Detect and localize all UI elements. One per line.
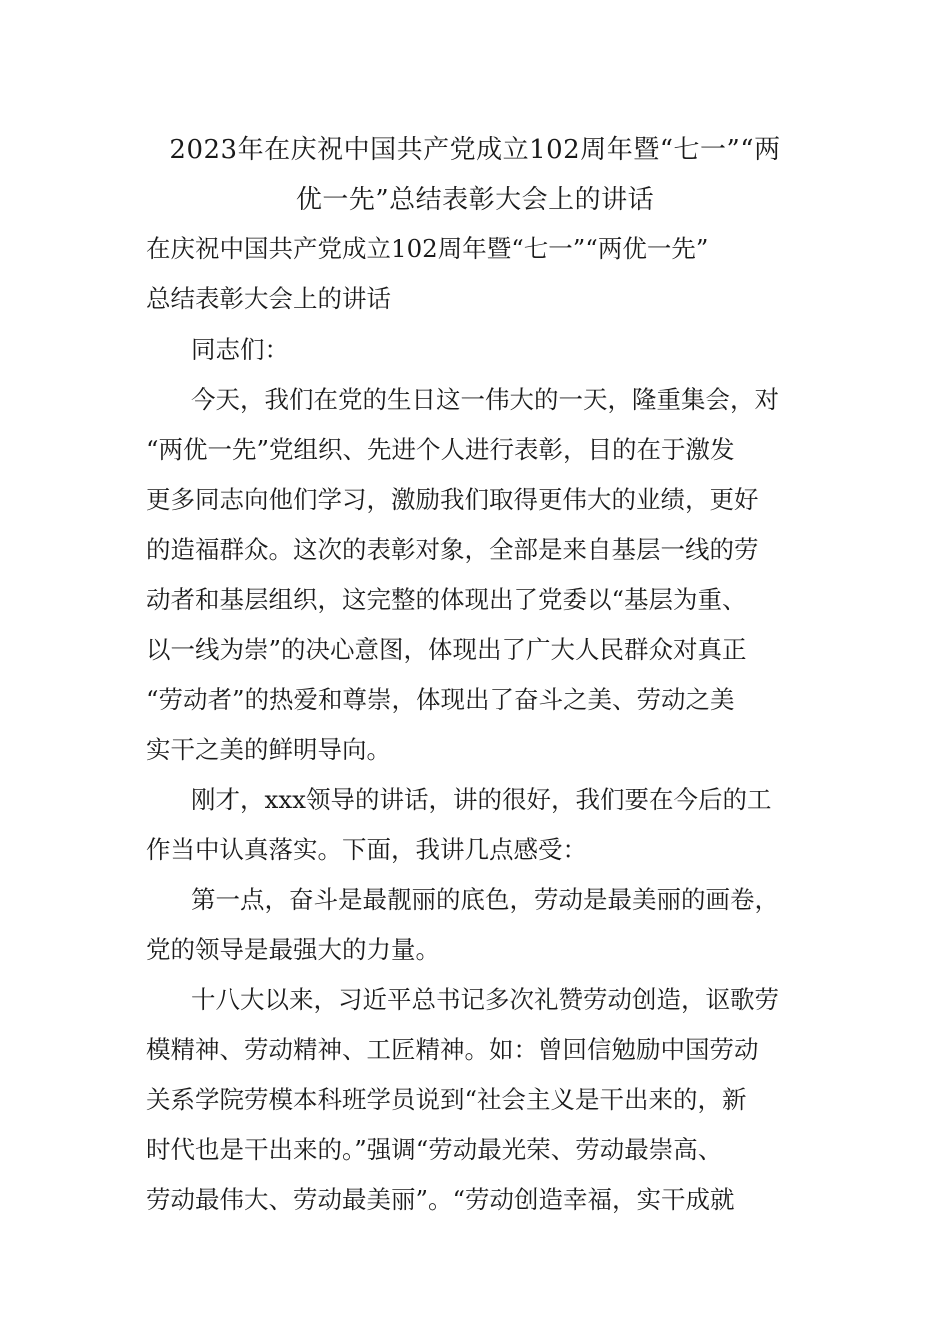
paragraph-line: 第一点，奋斗是最靓丽的底色，劳动是最美丽的画卷， — [191, 885, 779, 914]
paragraph-line: 的造福群众。这次的表彰对象，全部是来自基层一线的劳 — [146, 535, 759, 564]
subtitle-line: 总结表彰大会上的讲话 — [146, 284, 391, 313]
salutation — [146, 325, 810, 375]
paragraph-3 — [146, 875, 810, 975]
document-title — [130, 125, 820, 225]
paragraph-4 — [146, 975, 810, 1225]
paragraph-1 — [146, 375, 810, 775]
paragraph-line: 时代也是干出来的。”强调“劳动最光荣、劳动最崇高、 — [146, 1135, 723, 1164]
paragraph-line: 以一线为崇”的决心意图，体现出了广大人民群众对真正 — [146, 635, 747, 664]
paragraph-line: 关系学院劳模本科班学员说到“社会主义是干出来的，新 — [146, 1085, 747, 1114]
paragraph-line: 劳动最伟大、劳动最美丽”。“劳动创造幸福，实干成就 — [146, 1185, 735, 1214]
paragraph-line: 今天，我们在党的生日这一伟大的一天，隆重集会，对 — [191, 385, 779, 414]
paragraph-line: 动者和基层组织，这完整的体现出了党委以“基层为重、 — [146, 585, 747, 614]
paragraph-2 — [146, 775, 810, 875]
paragraph-line: “劳动者”的热爱和尊崇，体现出了奋斗之美、劳动之美 — [146, 685, 735, 714]
subtitle-line: 在庆祝中国共产党成立102周年暨“七一”“两优一先” — [146, 234, 709, 263]
salutation-text: 同志们： — [191, 335, 289, 364]
paragraph-line: 十八大以来，习近平总书记多次礼赞劳动创造，讴歌劳 — [191, 985, 779, 1014]
paragraph-line: “两优一先”党组织、先进个人进行表彰，目的在于激发 — [146, 435, 735, 464]
document-subtitle — [146, 224, 810, 324]
paragraph-line: 党的领导是最强大的力量。 — [146, 935, 440, 964]
paragraph-line: 作当中认真落实。下面，我讲几点感受： — [146, 835, 587, 864]
paragraph-line: 模精神、劳动精神、工匠精神。如：曾回信勉励中国劳动 — [146, 1035, 759, 1064]
title-line: 2023年在庆祝中国共产党成立102周年暨“七一”“两 — [169, 135, 781, 165]
paragraph-line: 更多同志向他们学习，激励我们取得更伟大的业绩，更好 — [146, 485, 759, 514]
paragraph-line: 刚才，xxx领导的讲话，讲的很好，我们要在今后的工 — [191, 785, 772, 814]
paragraph-line: 实干之美的鲜明导向。 — [146, 735, 391, 764]
title-line: 优一先”总结表彰大会上的讲话 — [295, 185, 655, 215]
